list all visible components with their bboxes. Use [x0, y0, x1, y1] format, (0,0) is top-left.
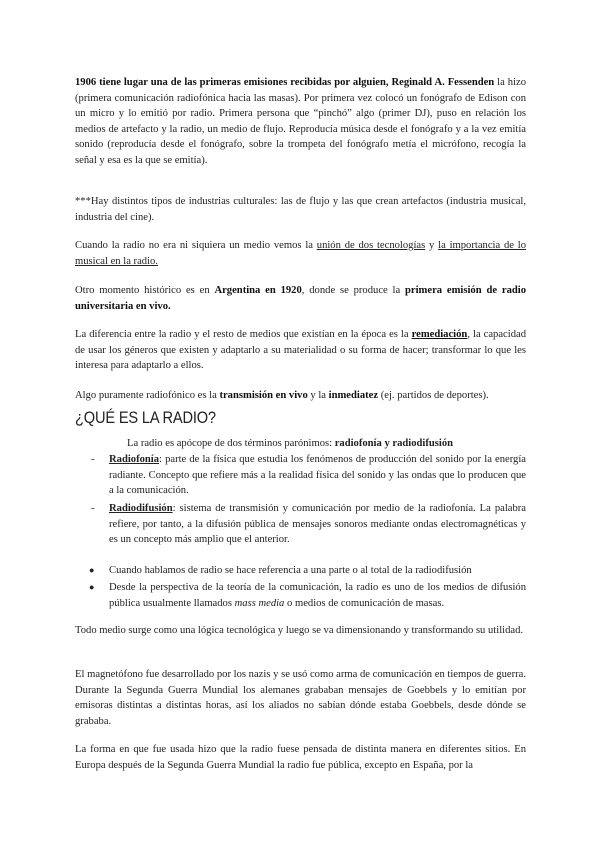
dash-item-radiodifusion	[75, 501, 526, 548]
paragraph-usage: La forma en que fue usada hizo que la radio fuese pensada de distinta manera en diferentes sitios. En Europa después de la Segunda Guerra Mundial la radio fue pública, excepto en España, por la	[75, 744, 526, 771]
text-segment: (ej. partidos de deportes).	[378, 390, 489, 401]
bold-live: transmisión en vivo	[219, 390, 308, 401]
paragraph-fessenden	[75, 75, 526, 169]
paragraph-remediation	[75, 327, 526, 374]
text-segment: , la capacidad de usar los géneros que existen y adaptarlo a su materialidad o su forma de hacer; transformar lo que les interesa para adaptarlo a ellos.	[75, 329, 527, 372]
underlined-union: unión de dos tecnologías	[316, 240, 426, 251]
paragraph-technologies	[75, 238, 526, 269]
paragraph-logic: Todo medio surge como una lógica tecnológica y luego se va dimensionando y transformando su utilidad.	[75, 625, 524, 636]
dash-item-text	[109, 452, 526, 499]
bold-university-radio: primera emisión de radio universitaria en vivo.	[75, 285, 526, 312]
text-segment: Otro momento histórico es en	[75, 285, 215, 296]
dash-marker: -	[91, 503, 95, 514]
paragraph-magnetophone: El magnetófono fue desarrollado por los nazis y se usó como arma de comunicación en tiempos de guerra. Durante la Segunda Guerra Mundial los alemanes grababan mensajes de Goebbels y lo emitían por emisoras distintas a distintas horas, así los aliados no sabían dónde estaba Goebbels, desde dónde se grababa.	[75, 669, 526, 727]
bullet-marker: ●	[89, 565, 95, 575]
bullet-item-2	[75, 580, 526, 611]
underlined-musical: la importancia de lo musical en la radio.	[75, 240, 526, 267]
text-segment: : parte de la física que estudia los fenómenos de producción del sonido por la energía radiante. Concepto que refiere más a la realidad física del sonido y las ondas que lo producen que a la comunicación.	[109, 454, 526, 497]
text-segment: La radio es apócope de dos términos parónimos:	[127, 438, 335, 449]
bullet-text: Cuando hablamos de radio se hace referencia a una parte o al total de la radiodifusión	[109, 565, 472, 576]
paragraph-live	[75, 388, 535, 404]
bold-immediacy: inmediatez	[328, 390, 379, 401]
text-segment: La diferencia entre la radio y el resto de medios que existían en la época es la	[75, 329, 412, 340]
bold-terms: radiofonía y radiodifusión	[334, 438, 454, 449]
bold-year: 1906	[75, 77, 97, 88]
bullet-item-1	[75, 563, 526, 579]
text-segment: o medios de comunicación de masas.	[284, 597, 445, 609]
bullet-text	[109, 580, 526, 611]
text-segment: Cuando la radio no era ni siquiera un medio vemos la	[75, 240, 317, 251]
text-segment: : sistema de transmisión y comunicación por medio de la radiofonía. La palabra refiere, por tanto, a la difusión pública de mensajes sonoros mediante ondas electromagnéticas y es un concepto más amplio que el anterior.	[109, 503, 526, 546]
bold-remediation: remediación	[411, 329, 468, 340]
bold-argentina: Argentina en 1920	[214, 285, 302, 296]
text-segment: Algo puramente radiofónico es la	[75, 390, 220, 401]
bullet-marker: ●	[89, 582, 95, 592]
text-segment: y	[425, 240, 439, 251]
dash-marker: -	[91, 454, 95, 465]
italic-mass-media: mass media	[234, 597, 285, 609]
term-radiofonia: Radiofonía	[109, 454, 160, 465]
intro-line	[127, 436, 453, 452]
dash-item-radiofonia	[75, 452, 526, 499]
text-segment: Desde la perspectiva de la teoría de la comunicación, la radio es uno de los medios de difusión pública usualmente llamados	[109, 582, 526, 609]
term-radiodifusion: Radiodifusión	[109, 503, 173, 514]
paragraph-industries: ***Hay distintos tipos de industrias culturales: las de flujo y las que crean artefactos (industria musical, industria del cine).	[75, 196, 526, 223]
paragraph-fessenden-text: la hizo (primera comunicación radiofónica hacia las masas). Por primera vez colocó un fonógrafo de Edison con un micro y lo emitió por radio. Primera persona que “pinchó” algo (primer DJ), puso en relación los medios de artefacto y la radio, un medio de flujo. Reproducía música desde el fonógrafo y a la vez emitía sonido (reproducía desde el fonógrafo, sobre la trompeta del fonógrafo metía el micrófono, recogía la señal y esa es la que se emitía).	[75, 77, 526, 166]
text-segment: y la	[307, 390, 329, 401]
paragraph-argentina	[75, 283, 526, 314]
bold-first-emission: tiene lugar una de las primeras emisiones recibidas por alguien, Reginald A. Fessenden	[96, 77, 495, 88]
text-segment: , donde se produce la	[301, 285, 406, 296]
dash-item-text	[109, 501, 526, 548]
section-heading: ¿QUÉ ES LA RADIO?	[75, 408, 216, 427]
